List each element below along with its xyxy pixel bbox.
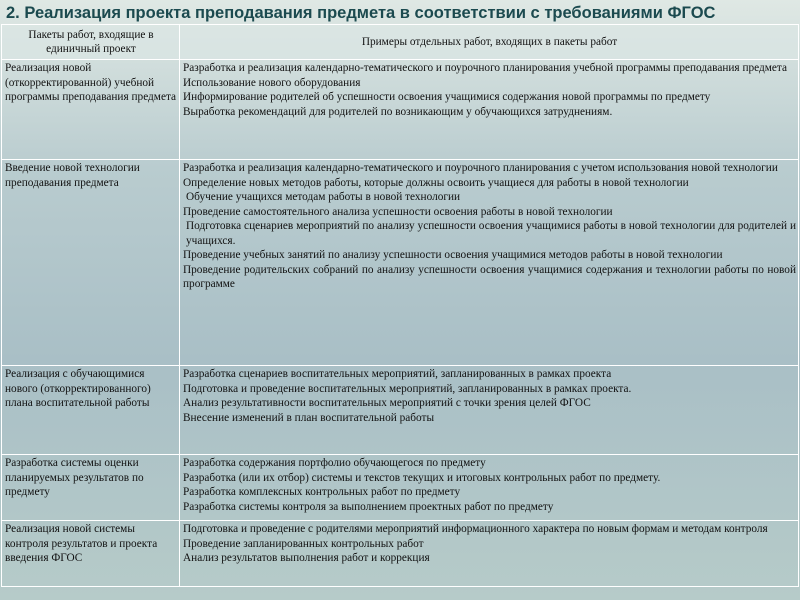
work-item: Подготовка и проведение воспитательных мероприятий, запланированных в рамках проекта. bbox=[183, 382, 632, 395]
works-cell bbox=[180, 60, 799, 160]
table-header-row bbox=[2, 25, 799, 60]
work-item: Определение новых методов работы, которые должны освоить учащиеся для работы в новой технологии bbox=[183, 176, 689, 189]
works-cell bbox=[180, 521, 799, 587]
work-item: Подготовка сценариев мероприятий по анализу успешности освоения учащимися работы в новой технологии для родителей и учащихся. bbox=[186, 220, 796, 247]
work-packages-table bbox=[1, 24, 799, 587]
table-row bbox=[2, 60, 799, 160]
work-item: Разработка (или их отбор) системы и текстов текущих и итоговых контрольных работ по предмету. bbox=[183, 471, 661, 484]
works-cell bbox=[180, 455, 799, 521]
work-item: Обучение учащихся методам работы в новой технологии bbox=[186, 191, 461, 203]
package-cell: Реализация новой системы контроля результатов и проекта введения ФГОС bbox=[2, 521, 180, 587]
work-item: Разработка системы контроля за выполнением проектных работ по предмету bbox=[183, 500, 554, 513]
slide-title: 2. Реализация проекта преподавания предмета в соответствии с требованиями ФГОС bbox=[6, 4, 716, 22]
table-row bbox=[2, 160, 799, 366]
work-item: Разработка содержания портфолио обучающегося по предмету bbox=[183, 457, 486, 469]
work-item: Проведение запланированных контрольных работ bbox=[183, 537, 424, 550]
work-item: Использование нового оборудования bbox=[183, 76, 361, 89]
package-cell: Реализация с обучающимися нового (откорректированного) плана воспитательной работы bbox=[2, 366, 180, 455]
package-cell: Разработка системы оценки планируемых результатов по предмету bbox=[2, 455, 180, 521]
package-cell: Реализация новой (откорректированной) учебной программы преподавания предмета bbox=[2, 60, 180, 160]
works-cell bbox=[180, 366, 799, 455]
work-item: Анализ результатов выполнения работ и коррекция bbox=[183, 552, 430, 564]
work-item: Выработка рекомендаций для родителей по возникающим у обучающихся затруднениям. bbox=[183, 105, 613, 118]
table-row bbox=[2, 521, 799, 587]
work-item: Внесение изменений в план воспитательной работы bbox=[183, 411, 435, 424]
table-row bbox=[2, 455, 799, 521]
header-works: Примеры отдельных работ, входящих в пакеты работ bbox=[180, 25, 799, 60]
package-cell: Введение новой технологии преподавания предмета bbox=[2, 160, 180, 366]
work-item: Анализ результативности воспитательных мероприятий с точки зрения целей ФГОС bbox=[183, 397, 591, 409]
work-item: Разработка и реализация календарно-тематического и поурочного планирования с учетом использования новой технологии bbox=[183, 162, 778, 174]
work-item: Разработка и реализация календарно-тематического и поурочного планирования учебной программы преподавания предмета bbox=[183, 62, 788, 74]
header-packages: Пакеты работ, входящие в единичный проект bbox=[2, 25, 180, 60]
works-cell bbox=[180, 160, 799, 366]
work-item: Проведение родительских собраний по анализу успешности освоения учащимися содержания и технологии работы по новой программе bbox=[183, 263, 796, 290]
work-item: Разработка комплексных контрольных работ по предмету bbox=[183, 486, 461, 498]
work-item: Подготовка и проведение с родителями мероприятий информационного характера по новым формам и методам контроля bbox=[183, 523, 768, 535]
work-item: Информирование родителей об успешности освоения учащимися содержания новой программы по предмету bbox=[183, 91, 711, 103]
work-item: Проведение учебных занятий по анализу успешности освоения учащимися методов работы в новой технологии bbox=[183, 249, 723, 261]
work-item: Разработка сценариев воспитательных мероприятий, запланированных в рамках проекта bbox=[183, 368, 612, 380]
work-item: Проведение самостоятельного анализа успешности освоения работы в новой технологии bbox=[183, 205, 613, 218]
table-row bbox=[2, 366, 799, 455]
